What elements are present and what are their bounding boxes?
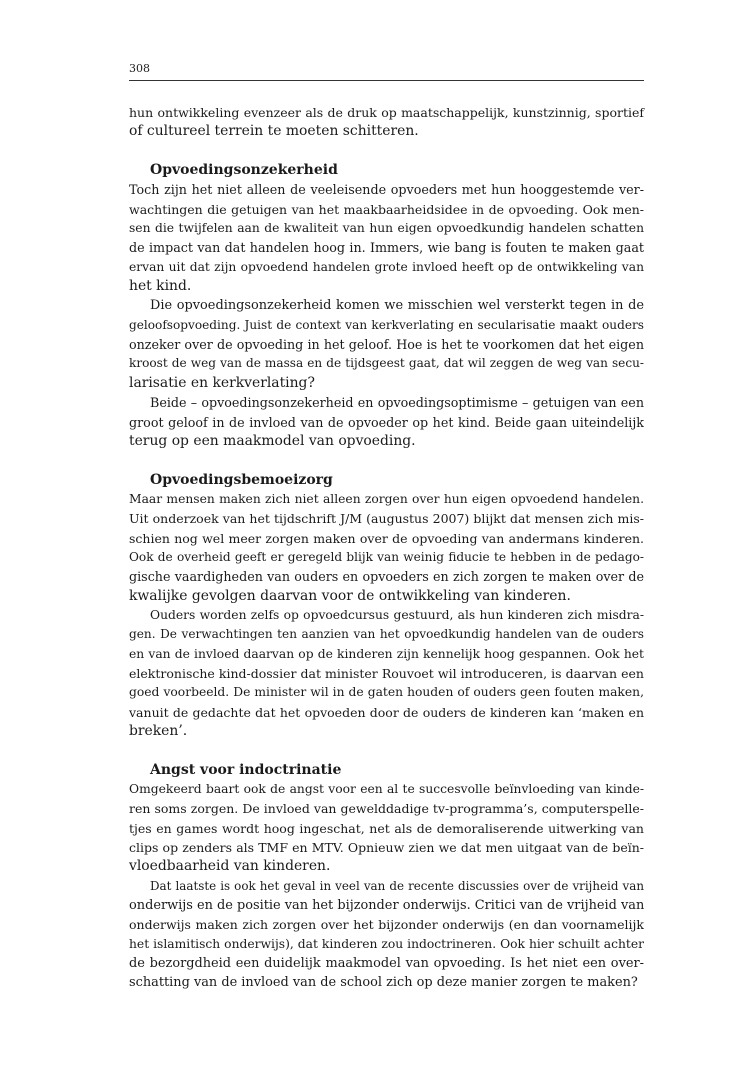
text-line: wachtingen die getuigen van het maakbaarheidsidee in de opvoeding. Ook men- [129, 201, 644, 217]
section-heading: Angst voor indoctrinatie [150, 761, 342, 778]
text-line: onderwijs en de positie van het bijzonder onderwijs. Critici van de vrijheid van [129, 898, 645, 914]
paragraph [129, 490, 644, 606]
text-line: larisatie en kerkverlating? [129, 374, 315, 391]
page-number: 308 [129, 62, 150, 75]
text-line: en van de invloed daarvan op de kinderen zijn kennelijk hoog gespannen. Ook het [129, 646, 644, 661]
text-line: Uit onderzoek van het tijdschrift J/M (augustus 2007) blijkt dat mensen zich mis- [129, 511, 644, 527]
text-line: terug op een maakmodel van opvoeding. [129, 432, 416, 449]
text-line: onzeker over de opvoeding in het geloof. Hoe is het te voorkomen dat het eigen [129, 337, 644, 353]
section-heading: Opvoedingsonzekerheid [150, 162, 338, 179]
text-line: de impact van dat handelen hoog in. Immers, wie bang is fouten te maken gaat [129, 240, 644, 256]
page-body [129, 103, 644, 993]
text-line: groot geloof in de invloed van de opvoeder op het kind. Beide gaan uiteindelijk [129, 414, 644, 430]
text-line: geloofsopvoeding. Juist de context van kerkverlating en secularisatie maakt ouders [129, 317, 644, 332]
paragraph [129, 296, 644, 393]
text-line: elektronische kind-dossier dat minister Rouvoet wil introduceren, is daarvan een [129, 665, 644, 681]
text-line: breken’. [129, 723, 188, 739]
text-line: kroost de weg van de massa en de tijdsgeest gaat, dat wil zeggen de weg van secu- [129, 356, 644, 371]
text-line: schien nog wel meer zorgen maken over de opvoeding van andermans kinderen. [129, 530, 644, 546]
paragraph [129, 180, 644, 296]
text-line: de bezorgdheid een duidelijk maakmodel van opvoeding. Is het niet een over- [129, 956, 644, 972]
paragraph [129, 393, 644, 451]
text-line: het islamitisch onderwijs), dat kinderen zou indoctrineren. Ook hier schuilt achter [129, 936, 644, 951]
text-line: goed voorbeeld. De minister wil in de gaten houden of ouders geen fouten maken, [129, 685, 644, 700]
text-line: ren soms zorgen. De invloed van gewelddadige tv-programma’s, computerspelle- [129, 801, 644, 817]
text-line: sen die twijfelen aan de kwaliteit van hun eigen opvoedkundig handelen schatten [129, 221, 644, 236]
section-heading: Opvoedingsbemoeizorg [150, 471, 333, 488]
page-header [129, 58, 644, 81]
text-line: gen. De verwachtingen ten aanzien van het opvoedkundig handelen van de ouders [129, 627, 644, 642]
text-line: of cultureel terrein te moeten schitteren. [129, 123, 419, 140]
paragraph [129, 877, 644, 993]
paragraph [129, 606, 644, 741]
text-line: clips op zenders als TMF en MTV. Opnieuw zien we dat men uitgaat van de beïn- [129, 840, 644, 856]
paragraph [129, 780, 644, 877]
text-line: Beide – opvoedingsonzekerheid en opvoedingsoptimisme – getuigen van een [150, 395, 644, 411]
text-line: Dat laatste is ook het geval in veel van de recente discussies over de vrijheid van [150, 878, 644, 893]
text-line: Maar mensen maken zich niet alleen zorgen over hun eigen opvoedend handelen. [129, 491, 644, 506]
text-line: Die opvoedingsonzekerheid komen we misschien wel versterkt tegen in de [150, 298, 644, 314]
text-line: tjes en games wordt hoog ingeschat, net als de demoraliserende uitwerking van [129, 820, 644, 836]
intro-paragraph [129, 103, 644, 142]
text-line: het kind. [129, 278, 192, 295]
text-line: gische vaardigheden van ouders en opvoeders en zich zorgen te maken over de [129, 569, 644, 585]
text-line: onderwijs maken zich zorgen over het bijzonder onderwijs (en dan voornamelijk [129, 917, 644, 933]
text-line: vanuit de gedachte dat het opvoeden door de ouders de kinderen kan ‘maken en [129, 704, 644, 720]
text-line: hun ontwikkeling evenzeer als de druk op maatschappelijk, kunstzinnig, sportief [129, 105, 644, 120]
text-line: vloedbaarheid van kinderen. [129, 858, 331, 875]
text-line: Ouders worden zelfs op opvoedcursus gestuurd, als hun kinderen zich misdra- [150, 607, 644, 622]
text-line: kwalijke gevolgen daarvan voor de ontwikkeling van kinderen. [129, 587, 571, 604]
text-line: Omgekeerd baart ook de angst voor een al te succesvolle beïnvloeding van kinde- [129, 782, 644, 797]
text-line: Toch zijn het niet alleen de veeleisende opvoeders met hun hooggestemde ver- [129, 182, 644, 198]
text-line: schatting van de invloed van de school zich op deze manier zorgen te maken? [129, 975, 638, 991]
text-line: Ook de overheid geeft er geregeld blijk van weinig fiducie te hebben in de pedago- [129, 549, 644, 564]
text-line: ervan uit dat zijn opvoedend handelen grote invloed heeft op de ontwikkeling van [129, 259, 644, 274]
